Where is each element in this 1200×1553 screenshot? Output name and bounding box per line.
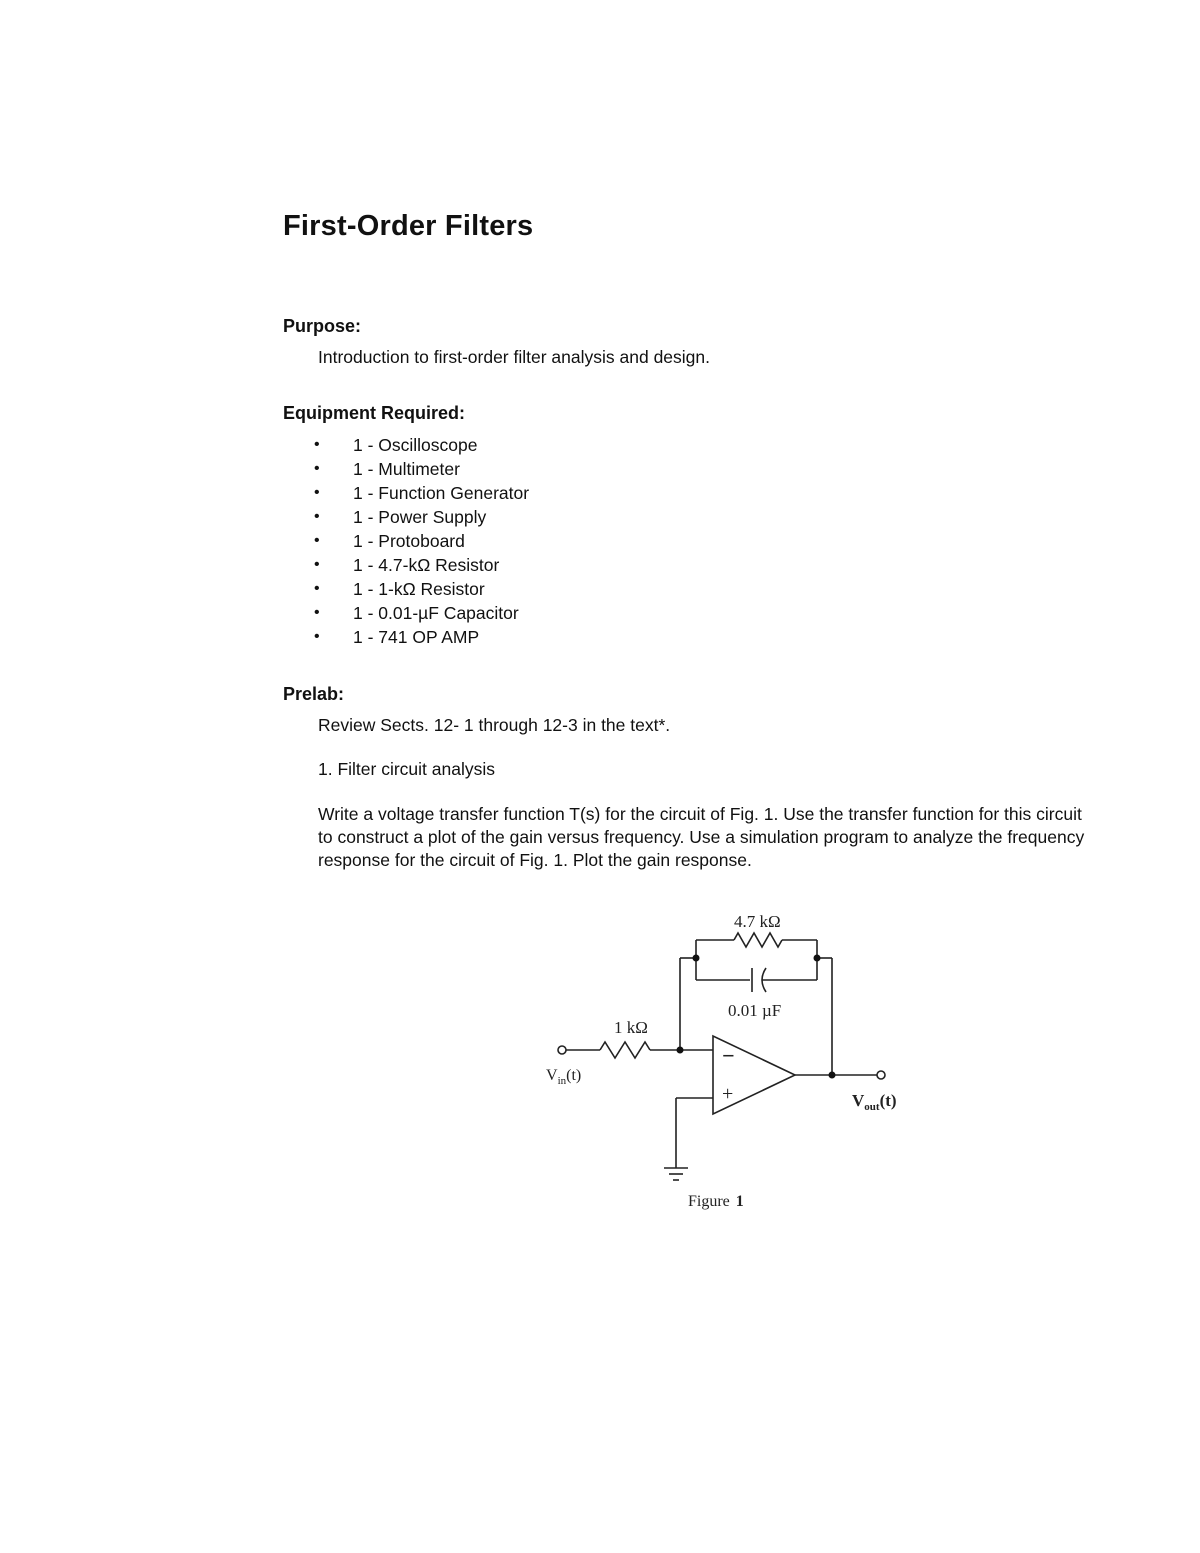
label-r-feedback: 4.7 kΩ — [734, 912, 781, 931]
junction-dot — [829, 1072, 836, 1079]
list-item: • 1 - 4.7-kΩ Resistor — [310, 553, 529, 577]
purpose-heading: Purpose: — [283, 316, 362, 336]
equipment-list — [310, 433, 529, 649]
inverting-input-symbol: − — [722, 1043, 735, 1068]
list-item: • 1 - Power Supply — [310, 505, 529, 529]
output-terminal — [877, 1071, 885, 1079]
noninverting-input-symbol: + — [722, 1083, 734, 1105]
list-item: • 1 - 741 OP AMP — [310, 625, 529, 649]
prelab-review: Review Sects. 12- 1 through 12-3 in the text*. — [318, 715, 671, 735]
resistor-1k-icon — [600, 1042, 650, 1058]
resistor-4k7-icon — [734, 933, 782, 947]
list-item: • 1 - 1-kΩ Resistor — [310, 577, 529, 601]
circuit-diagram — [530, 900, 930, 1220]
purpose-text: Introduction to first-order filter analysis and design. — [318, 347, 710, 367]
list-item: • 1 - Protoboard — [310, 529, 529, 553]
label-r-input: 1 kΩ — [614, 1018, 648, 1037]
page-title: First-Order Filters — [283, 210, 534, 242]
list-item: • 1 - Function Generator — [310, 481, 529, 505]
label-vin: $V_{in}(t)$ — [546, 1067, 582, 1087]
junction-dot — [814, 955, 821, 962]
prelab-heading: Prelab: — [283, 684, 345, 704]
list-item: • 1 - 0.01-µF Capacitor — [310, 601, 529, 625]
junction-dot — [693, 955, 700, 962]
equipment-heading: Equipment Required: — [283, 403, 466, 423]
list-item: • 1 - Multimeter — [310, 457, 529, 481]
list-item: • 1 - Oscilloscope — [310, 433, 529, 457]
figure-caption: Figure 1 — [688, 1193, 744, 1210]
input-terminal — [558, 1046, 566, 1054]
prelab-step-1: 1. Filter circuit analysis — [318, 759, 495, 779]
label-vout: $V_{out}(t)$ — [852, 1091, 897, 1113]
label-capacitor: 0.01 µF — [728, 1001, 782, 1020]
junction-dot — [677, 1047, 684, 1054]
prelab-instructions: Write a voltage transfer function T(s) for the circuit of Fig. 1. Use the transfer function for this circuit to construct a plot of the gain versus frequency. Use a simulation program to analyze the frequency response for the circuit of Fig. 1. Plot the gain response. — [318, 804, 1085, 870]
